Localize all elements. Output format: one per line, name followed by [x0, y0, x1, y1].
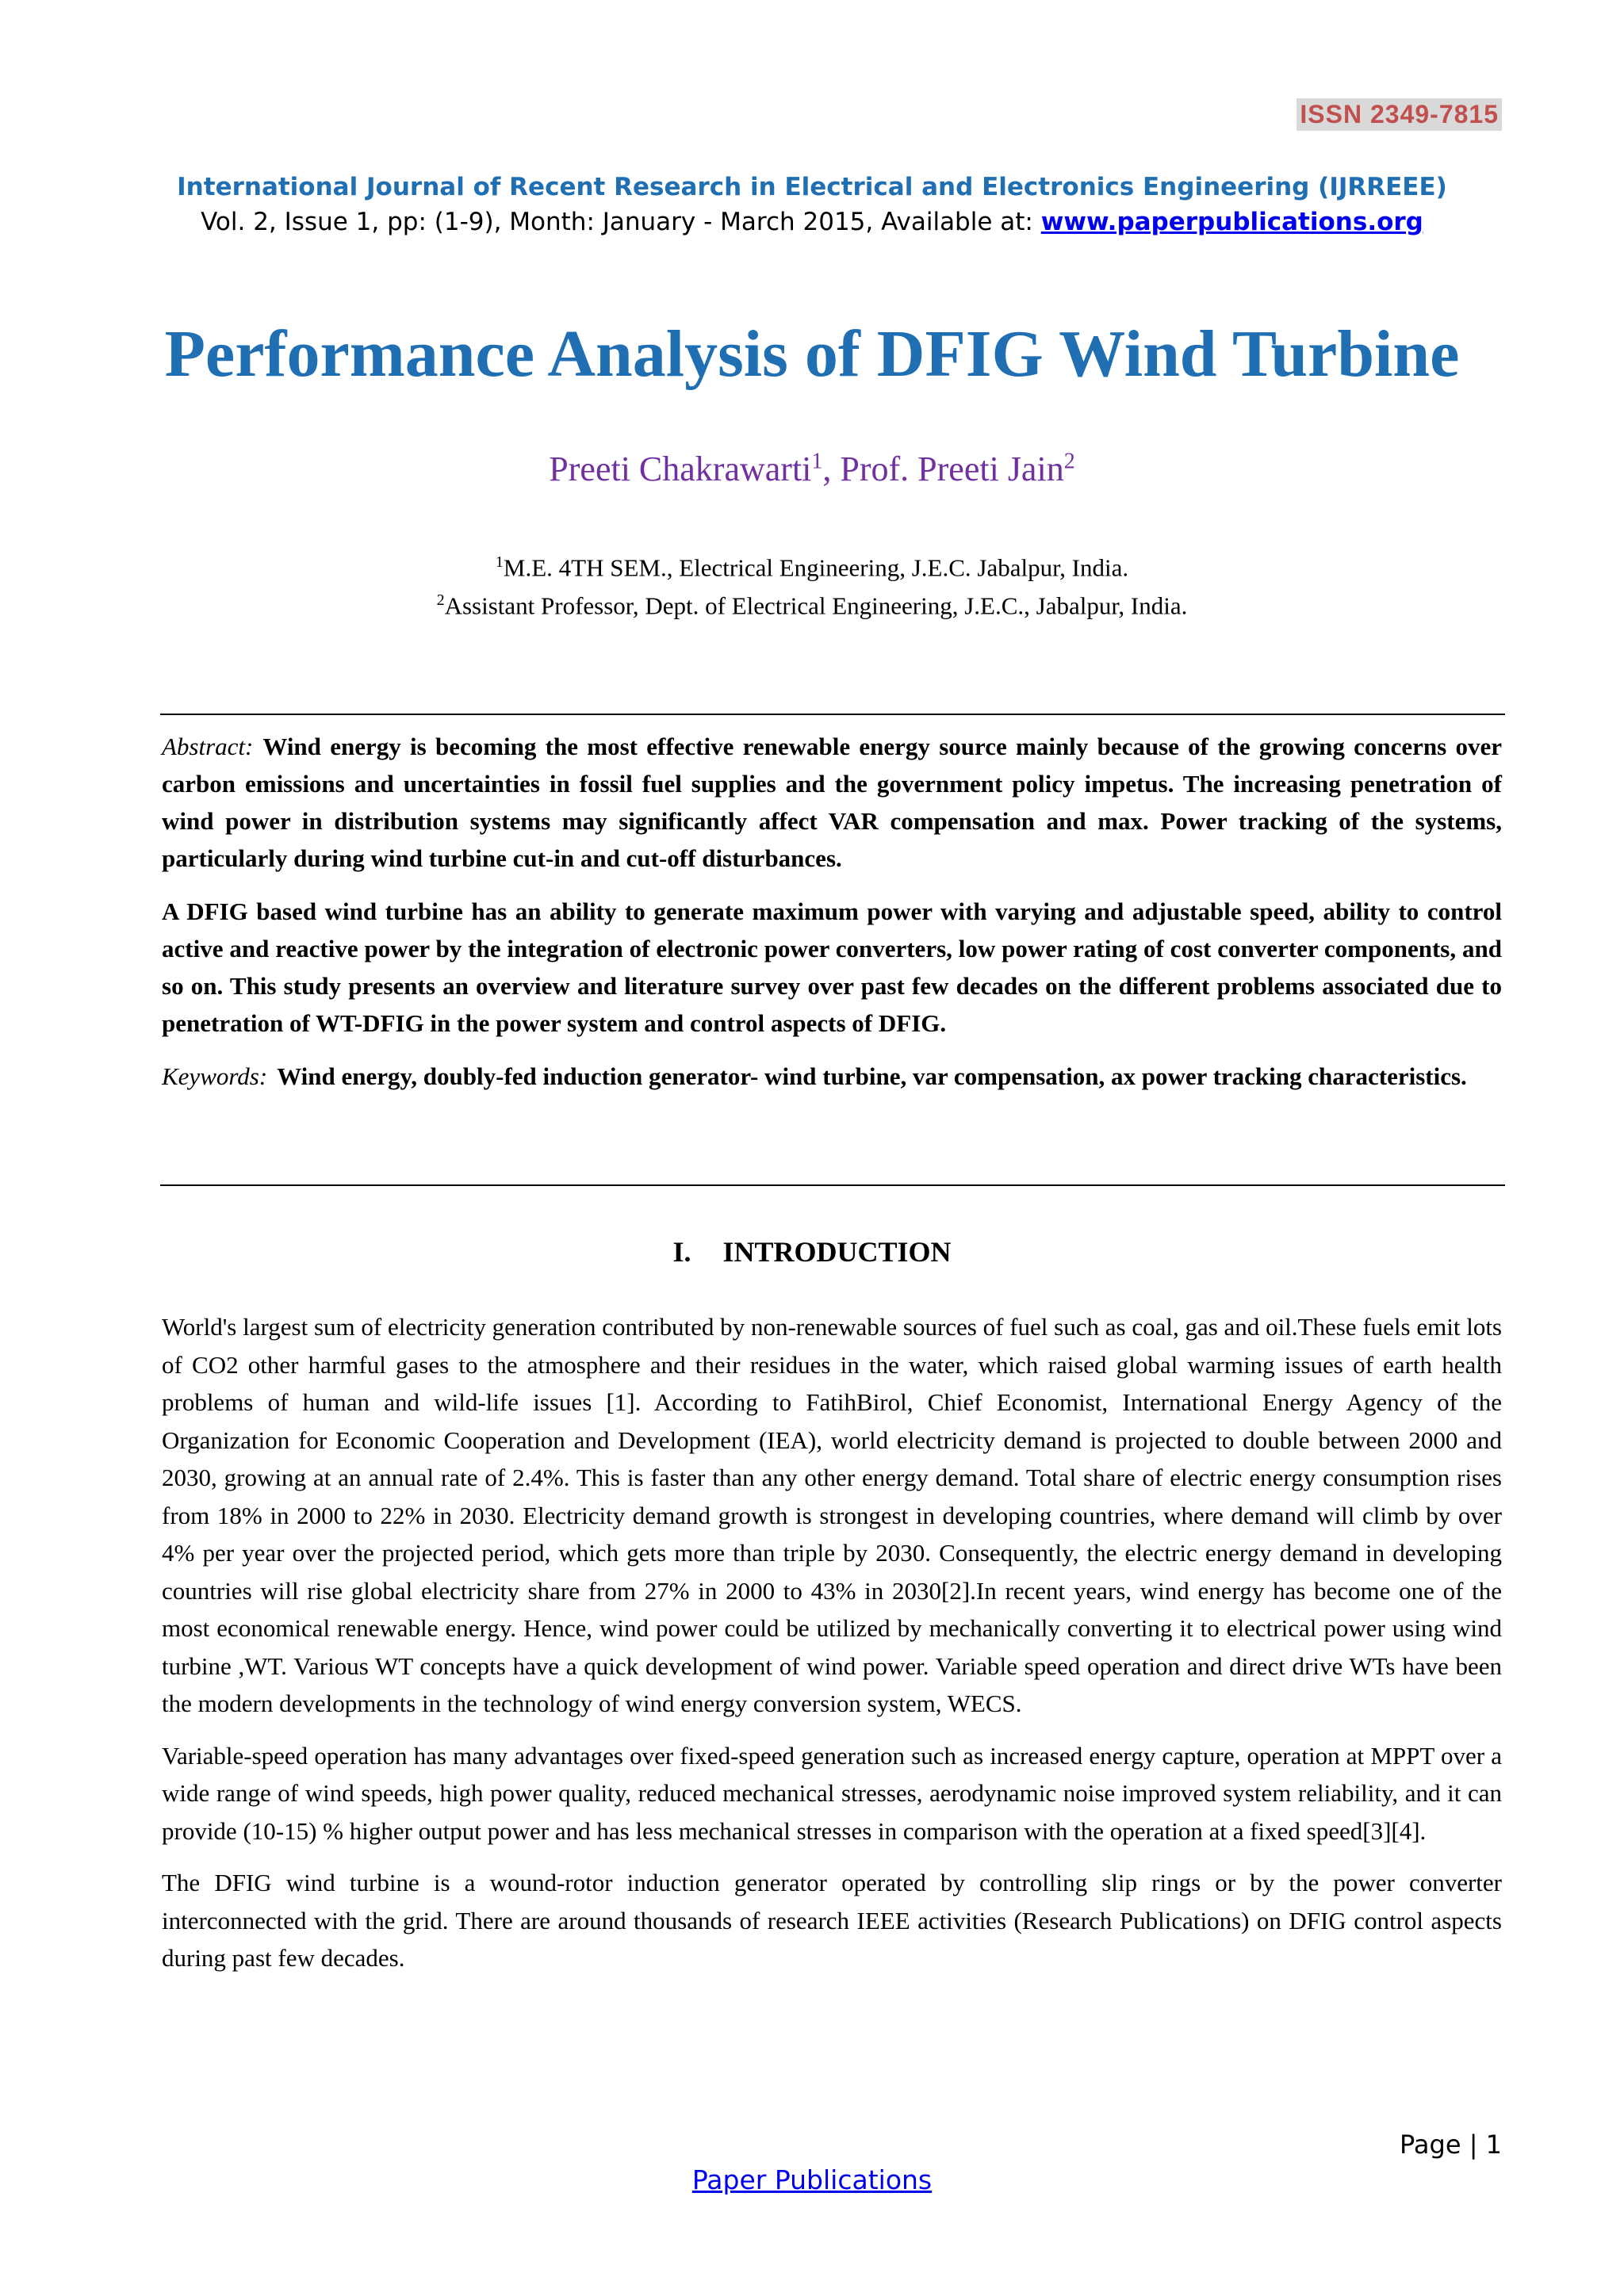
- intro-paragraph-2: Variable-speed operation has many advantages over fixed-speed generation such as increased energy capture, operation at MPPT over a wide range of wind speeds, high power quality, reduced mechanical stresses, aerodynamic noise improved system reliability, and it can provide (10-15) % higher output power and has less mechanical stresses in comparison with the operation at a fixed speed[3][4].: [162, 1741, 1502, 1845]
- journal-title: International Journal of Recent Research in Electrical and Electronics Engineering (IJRREEE): [177, 173, 1447, 201]
- publisher-link[interactable]: Paper Publications: [691, 2164, 933, 2195]
- affiliation-1: [0, 553, 1624, 582]
- issn-badge: ISSN 2349-7815: [1297, 98, 1502, 131]
- intro-paragraph-1: World's largest sum of electricity generation contributed by non-renewable sources of fuel such as coal, gas and oil.These fuels emit lots of CO2 other harmful gases to the atmosphere and their residues in the water, which raised global warming issues of earth health problems of human and wild-life issues [1]. According to FatihBirol, Chief Economist, International Energy Agency of the Organization for Economic Cooperation and Development (IEA), world electricity demand is projected to double between 2000 and 2030, growing at an annual rate of 2.4%. This is faster than any other energy demand. Total share of electric energy consumption rises from 18% in 2000 to 22% in 2030. Electricity demand growth is strongest in developing countries, where demand will climb by over 4% per year over the projected period, which gets more than triple by 2030. Consequently, the electric energy demand in developing countries will rise global electricity share from 27% in 2000 to 43% in 2030[2].In recent years, wind energy has become one of the most economical renewable energy. Hence, wind power could be utilized by mechanically converting it to electrical power using wind turbine ,WT. Various WT concepts have a quick development of wind power. Variable speed operation and direct drive WTs have been the modern developments in the technology of wind energy conversion system, WECS.: [162, 1313, 1502, 1717]
- journal-info-text: Vol. 2, Issue 1, pp: (1-9), Month: January - March 2015, Available at:: [201, 208, 1041, 236]
- author-2: Prof. Preeti Jain: [840, 450, 1064, 488]
- footer: [0, 2164, 1624, 2195]
- intro-paragraph-3: The DFIG wind turbine is a wound-rotor induction generator operated by controlling slip rings or by the power converter interconnected with the grid. There are around thousands of research IEEE activities (Research Publications) on DFIG control aspects during past few decades.: [162, 1869, 1502, 1972]
- affiliation-2: [0, 591, 1624, 620]
- page-number: Page | 1: [1400, 2130, 1502, 2160]
- author-1: Preeti Chakrawarti: [549, 450, 812, 488]
- abstract-text-1: Wind energy is becoming the most effective renewable energy source mainly because of the growing concerns over carbon emissions and uncertainties in fossil fuel supplies and the government policy impetus. The increasing penetration of wind power in distribution systems may significantly affect VAR compensation and max. Power tracking of the systems, particularly during wind turbine cut-in and cut-off disturbances.: [162, 733, 1502, 872]
- affiliation-2-text: Assistant Professor, Dept. of Electrical Engineering, J.E.C., Jabalpur, India.: [444, 591, 1188, 620]
- keywords-label: Keywords:: [162, 1062, 268, 1090]
- affiliation-1-sup: 1: [495, 553, 504, 571]
- author-2-sup: 2: [1063, 449, 1075, 474]
- introduction-body: [162, 1308, 1502, 1992]
- paper-title: Performance Analysis of DFIG Wind Turbine: [164, 317, 1460, 391]
- abstract-paragraph-1: [162, 728, 1502, 877]
- affiliation-2-sup: 2: [436, 591, 445, 609]
- author-1-sup: 1: [811, 449, 823, 474]
- abstract-section: [162, 728, 1502, 1111]
- abstract-paragraph-2: A DFIG based wind turbine has an ability to generate maximum power with varying and adjustable speed, ability to control active and reactive power by the integration of electronic power converters, low power rating of cost converter components, and so on. This study presents an overview and literature survey over past few decades on the different problems associated due to penetration of WT-DFIG in the power system and control aspects of DFIG.: [162, 897, 1502, 1037]
- journal-url-link[interactable]: www.paperpublications.org: [1040, 208, 1423, 236]
- keywords-text: Wind energy, doubly-fed induction generator- wind turbine, var compensation, ax power tracking characteristics.: [277, 1062, 1467, 1090]
- abstract-label: Abstract:: [162, 733, 254, 760]
- section-heading-introduction: [0, 1235, 1624, 1269]
- journal-info: [0, 208, 1624, 236]
- affiliation-1-text: M.E. 4TH SEM., Electrical Engineering, J.E.C. Jabalpur, India.: [503, 553, 1129, 582]
- section-title: INTRODUCTION: [722, 1236, 952, 1268]
- section-number: I.: [672, 1236, 691, 1268]
- abstract-bottom-rule: [160, 1184, 1505, 1186]
- author-line: [0, 449, 1624, 489]
- author-separator: ,: [822, 450, 841, 488]
- keywords-paragraph: [162, 1058, 1502, 1095]
- abstract-top-rule: [160, 714, 1505, 715]
